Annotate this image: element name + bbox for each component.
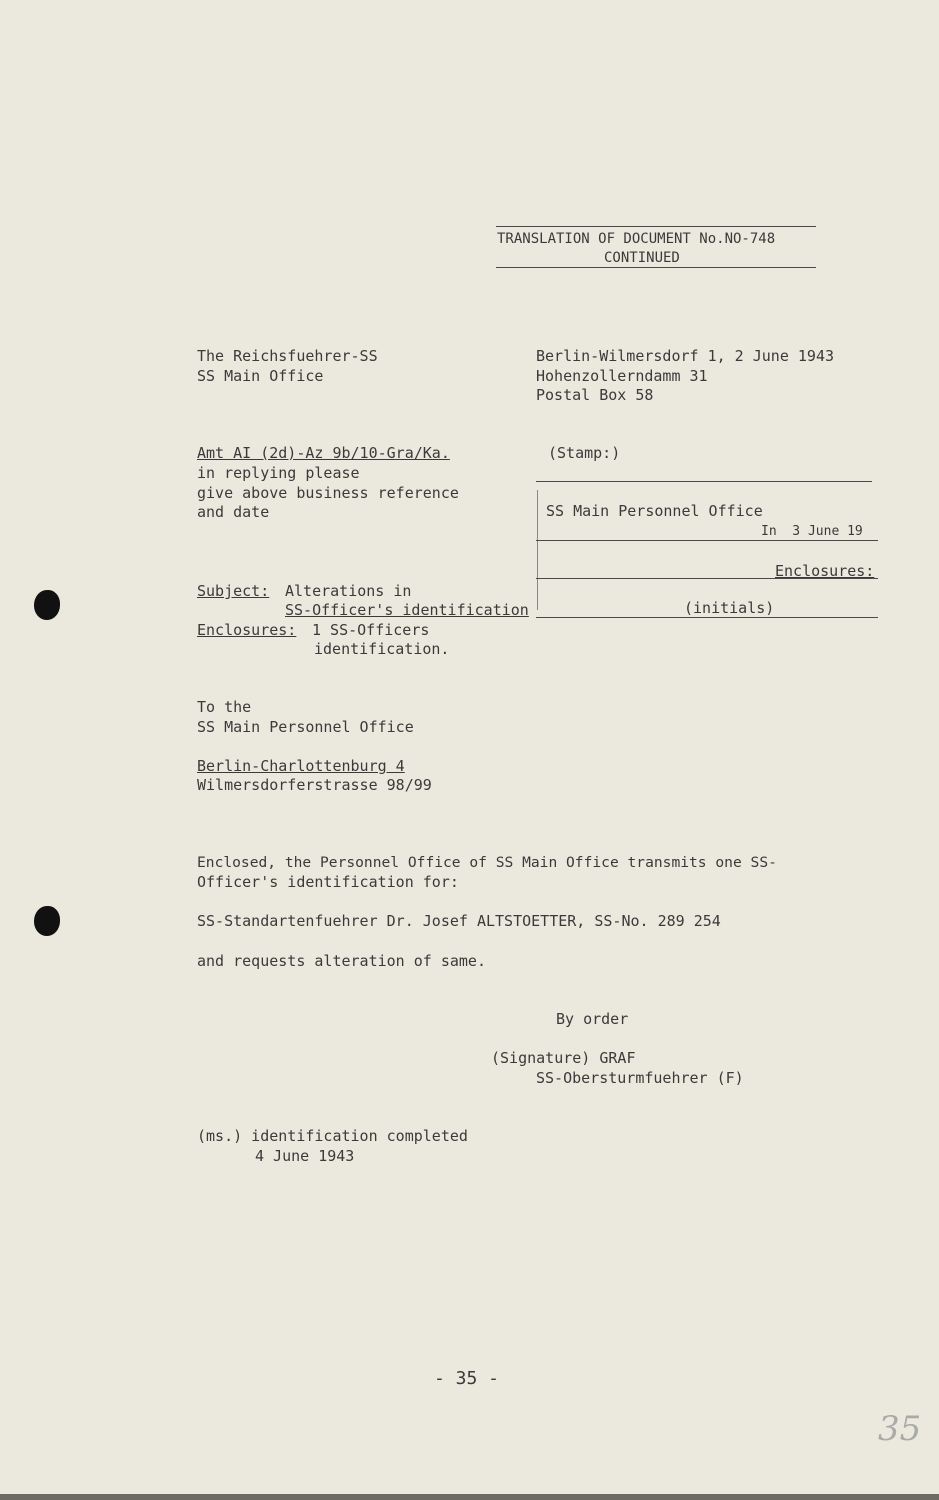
stamp-office: SS Main Personnel Office [546,502,763,520]
address-line-2: Hohenzollerndamm 31 [536,367,708,385]
handwritten-page-number: 35 [878,1409,922,1449]
stamp-initials: (initials) [684,599,775,617]
reference-line-4: and date [197,503,270,521]
address-line-1: Berlin-Wilmersdorf 1, 2 June 1943 [536,347,835,365]
stamp-bottom-rule [536,617,878,618]
stamp-middle-rule [536,540,878,541]
header-bottom-rule [496,267,816,268]
recipient-line-2: SS Main Personnel Office [197,718,414,736]
enclosures-label: Enclosures: [197,621,297,639]
body-paragraph-1-line-1: Enclosed, the Personnel Office of SS Main Office transmits one SS- [197,854,777,871]
subject-line-2: SS-Officer's identification [285,601,529,619]
by-order: By order [556,1010,629,1028]
signature-line: (Signature) GRAF [491,1049,636,1067]
document-subtitle: CONTINUED [604,250,680,266]
note-line-1: (ms.) identification completed [197,1127,468,1145]
stamp-label: (Stamp:) [548,444,621,462]
body-paragraph-1-line-2: Officer's identification for: [197,873,459,891]
punch-hole-bottom [34,906,60,936]
stamp-received: In 3 June 19 [761,524,863,539]
page-bottom-edge [0,1494,939,1500]
body-paragraph-2: SS-Standartenfuehrer Dr. Josef ALTSTOETTER, SS-No. 289 254 [197,912,721,930]
subject-line-1: Alterations in [285,582,412,600]
body-paragraph-3: and requests alteration of same. [197,952,486,970]
stamp-left-border [537,490,538,610]
recipient-line-1: To the [197,698,252,716]
punch-hole-top [34,590,60,620]
subject-label: Subject: [197,582,270,600]
address-line-3: Postal Box 58 [536,386,654,404]
enclosures-line-1: 1 SS-Officers [312,621,430,639]
header-top-rule [496,226,816,227]
signature-rank: SS-Obersturmfuehrer (F) [536,1069,744,1087]
enclosures-line-2: identification. [314,640,450,658]
stamp-lower-rule [536,578,878,579]
stamp-top-rule [536,481,872,482]
note-line-2: 4 June 1943 [255,1147,355,1165]
reference-line-2: in replying please [197,464,360,482]
sender-line-2: SS Main Office [197,367,324,385]
document-title: TRANSLATION OF DOCUMENT No.NO-748 [497,231,776,247]
recipient-line-3: Berlin-Charlottenburg 4 [197,757,405,775]
recipient-line-4: Wilmersdorferstrasse 98/99 [197,776,432,794]
page-number: - 35 - [434,1368,500,1389]
reference-line-1: Amt AI (2d)-Az 9b/10-Gra/Ka. [197,444,450,462]
sender-line-1: The Reichsfuehrer-SS [197,347,378,365]
reference-line-3: give above business reference [197,484,459,502]
stamp-enclosures: Enclosures: [775,562,875,580]
